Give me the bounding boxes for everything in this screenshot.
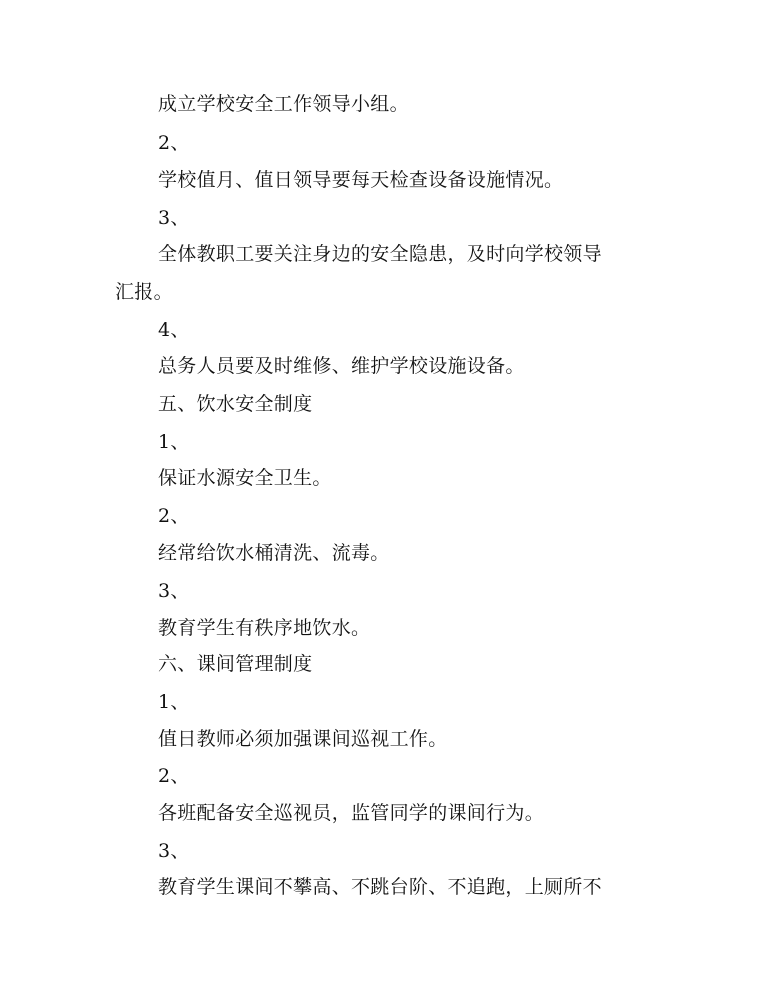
list-number: 3、: [158, 580, 190, 602]
paragraph-line-continuation: 汇报。: [115, 281, 173, 303]
paragraph-line: 全体教职工要关注身边的安全隐患，及时向学校领导: [158, 243, 602, 265]
paragraph-line: 值日教师必须加强课间巡视工作。: [158, 728, 448, 750]
list-number: 2、: [158, 132, 190, 154]
list-number: 4、: [158, 319, 190, 341]
paragraph-line: 成立学校安全工作领导小组。: [158, 93, 409, 115]
section-heading: 六、课间管理制度: [158, 653, 313, 675]
list-number: 3、: [158, 207, 190, 229]
list-number: 2、: [158, 765, 190, 787]
paragraph-line: 教育学生课间不攀高、不跳台阶、不追跑，上厕所不: [158, 876, 602, 898]
list-number: 1、: [158, 431, 190, 453]
paragraph-line: 各班配备安全巡视员，监管同学的课间行为。: [158, 802, 545, 824]
paragraph-line: 总务人员要及时维修、维护学校设施设备。: [158, 355, 525, 377]
list-number: 2、: [158, 505, 190, 527]
paragraph-line: 学校值月、值日领导要每天检查设备设施情况。: [158, 169, 564, 191]
paragraph-line: 经常给饮水桶清洗、流毒。: [158, 542, 390, 564]
section-heading: 五、饮水安全制度: [158, 393, 313, 415]
paragraph-line: 教育学生有秩序地饮水。: [158, 617, 371, 639]
list-number: 3、: [158, 840, 190, 862]
list-number: 1、: [158, 691, 190, 713]
paragraph-line: 保证水源安全卫生。: [158, 467, 332, 489]
